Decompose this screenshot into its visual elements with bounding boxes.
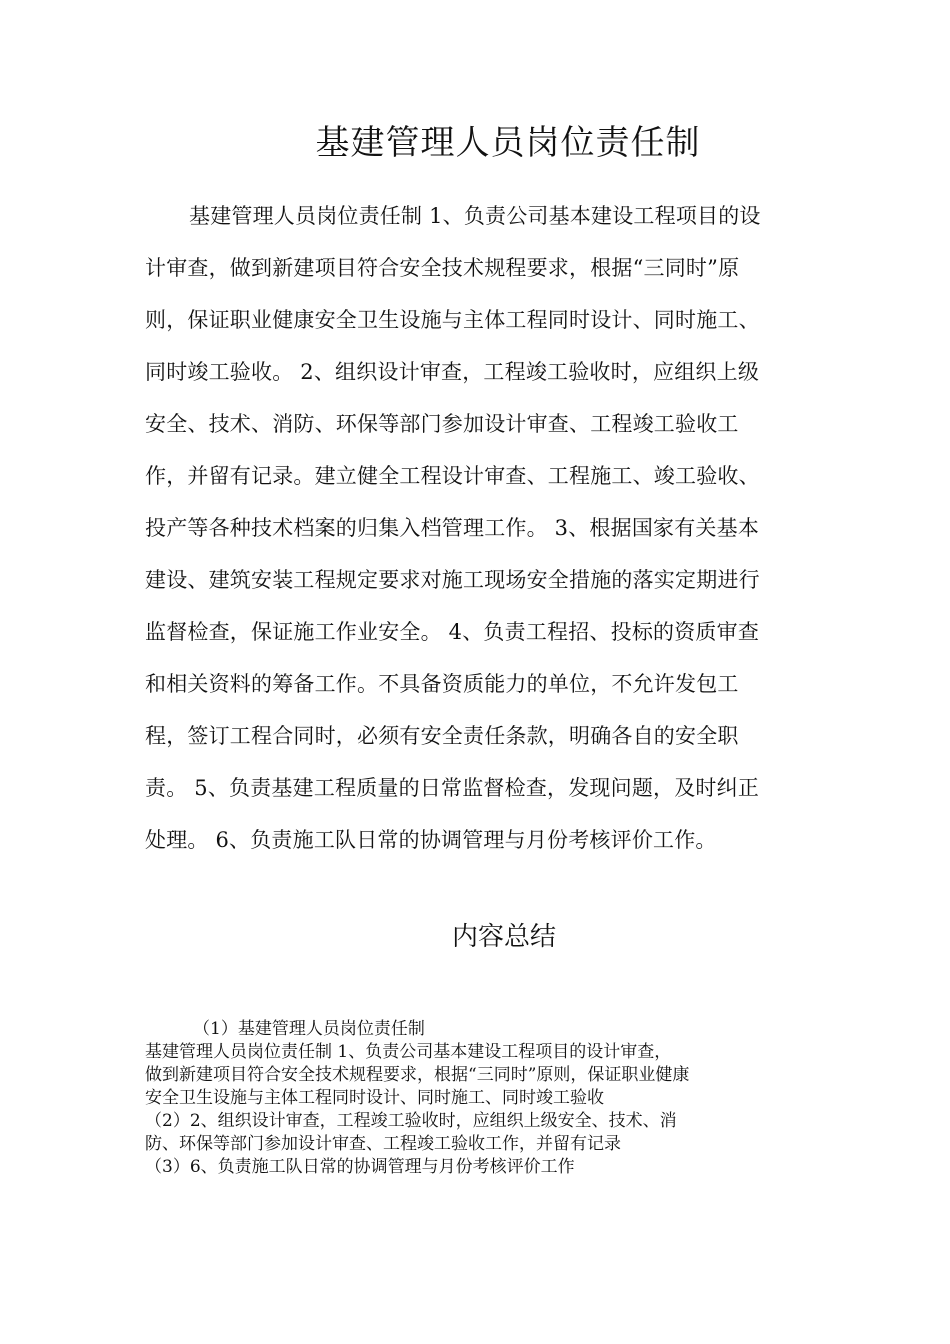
summary-list: [145, 1018, 825, 1179]
body-line: 投产等各种技术档案的归集入档管理工作。 3、根据国家有关基本: [145, 516, 760, 540]
document-body: [145, 190, 805, 866]
body-line: 建设、建筑安装工程规定要求对施工现场安全措施的落实定期进行: [145, 568, 760, 592]
body-line: 监督检查，保证施工作业安全。 4、负责工程招、投标的资质审查: [145, 620, 760, 644]
body-line: 作，并留有记录。建立健全工程设计审查、工程施工、竣工验收、: [145, 464, 760, 488]
body-line: 基建管理人员岗位责任制 1、负责公司基本建设工程项目的设: [189, 204, 761, 228]
body-line: 和相关资料的筹备工作。不具备资质能力的单位，不允许发包工: [145, 672, 739, 696]
document-title: 基建管理人员岗位责任制: [315, 123, 701, 163]
summary-line: 基建管理人员岗位责任制 1、负责公司基本建设工程项目的设计审查，: [145, 1042, 672, 1062]
body-line: 程，签订工程合同时，必须有安全责任条款，明确各自的安全职: [145, 724, 739, 748]
summary-line: 安全卫生设施与主体工程同时设计、同时施工、同时竣工验收: [145, 1088, 604, 1108]
summary-title: 内容总结: [451, 922, 556, 952]
summary-line: （1）基建管理人员岗位责任制: [193, 1019, 425, 1039]
body-line: 同时竣工验收。 2、组织设计审查，工程竣工验收时，应组织上级: [145, 360, 760, 384]
summary-line: （2）2、组织设计审查，工程竣工验收时，应组织上级安全、技术、消: [145, 1111, 677, 1131]
body-line: 计审查，做到新建项目符合安全技术规程要求，根据“三同时”原: [145, 256, 740, 280]
summary-line: 做到新建项目符合安全技术规程要求，根据“三同时”原则，保证职业健康: [145, 1065, 690, 1085]
body-line: 则，保证职业健康安全卫生设施与主体工程同时设计、同时施工、: [145, 308, 760, 332]
body-line: 责。 5、负责基建工程质量的日常监督检查，发现问题，及时纠正: [145, 776, 760, 800]
body-line: 安全、技术、消防、环保等部门参加设计审查、工程竣工验收工: [145, 412, 739, 436]
summary-line: （3）6、负责施工队日常的协调管理与月份考核评价工作: [145, 1157, 575, 1177]
body-line: 处理。 6、负责施工队日常的协调管理与月份考核评价工作。: [145, 828, 717, 852]
summary-line: 防、环保等部门参加设计审查、工程竣工验收工作，并留有记录: [145, 1134, 621, 1154]
